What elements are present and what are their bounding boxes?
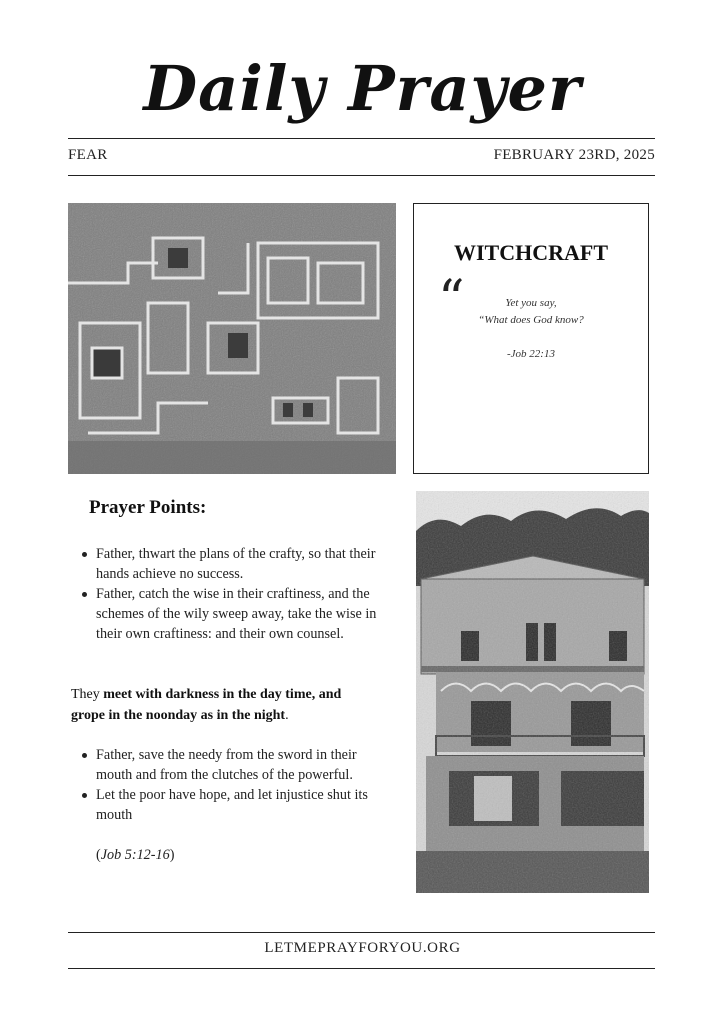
citation-open: ( [96,847,101,863]
quote-reference: -Job 22:13 [507,348,555,360]
footer-bottom-divider [68,968,655,969]
quote-line-2: “What does God know? [478,314,584,326]
citation-close: ) [169,847,175,863]
header-bottom-divider [68,175,655,176]
statement-prefix: They [71,687,104,702]
website-link[interactable]: LETMEPRAYFORYOU.ORG [264,940,461,956]
list-item: Father, save the needy from the sword in their mouth and from the clutches of the powerful. [80,745,380,785]
footer-top-divider [68,932,655,933]
topic-label: FEAR [68,147,108,163]
scripture-statement [71,684,371,726]
prayer-points-heading: Prayer Points: [89,497,207,518]
statement-suffix: . [285,708,289,723]
list-item: Father, thwart the plans of the crafty, so that their hands achieve no success. [80,544,380,584]
scripture-citation [96,847,174,864]
aerial-ruins-photo [68,203,396,474]
prayer-list-2 [80,745,380,825]
prayer-list-1 [80,544,380,644]
citation-reference: Job 5:12-16 [100,847,170,863]
quote-box [413,203,649,474]
quote-line-1: Yet you say, [505,297,557,309]
statement-bold: meet with darkness in the day time, and grope in the noonday as in the night [71,687,342,723]
list-item: Let the poor have hope, and let injustice shut its mouth [80,785,380,825]
abandoned-house-photo [416,491,649,893]
list-item: Father, catch the wise in their craftiness, and the schemes of the wily sweep away, take the wise in their own craftiness: and their own counsel. [80,584,380,644]
date-label: FEBRUARY 23RD, 2025 [493,147,655,163]
header-top-divider [68,138,655,139]
quotation-mark-icon: “ [438,270,465,330]
page-title: Daily Prayer [143,52,582,125]
quote-title: WITCHCRAFT [453,240,608,265]
